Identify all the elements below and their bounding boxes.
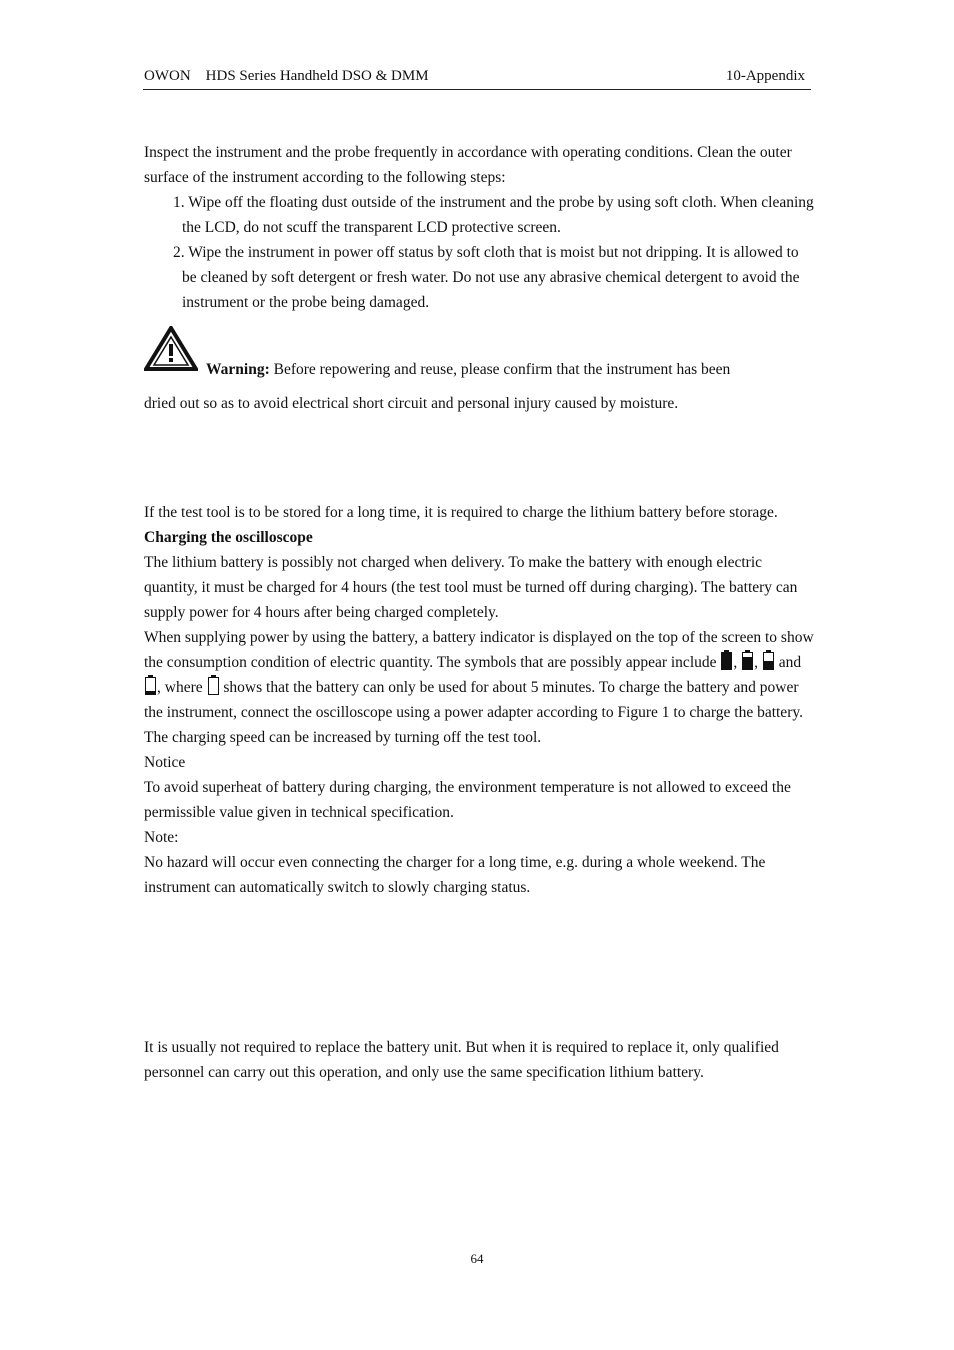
sep-and: and [774, 654, 802, 671]
battery-full-icon [721, 650, 732, 670]
warning-text-2: dried out so as to avoid electrical short circuit and personal injury caused by moisture. [144, 395, 679, 412]
notice-label: Notice [144, 754, 186, 771]
cleaning-step-1: 1. Wipe off the floating dust outside of the instrument and the probe by using soft cloth. When cleaning the LCD, do not scuff the transparent LCD protective screen. [173, 194, 814, 236]
sep-comma-2: , [754, 654, 762, 671]
header-title: OWON HDS Series Handheld DSO & DMM [144, 68, 429, 84]
charging-para-1: The lithium battery is possibly not charged when delivery. To make the battery with enough electric quantity, it must be charged for 4 hours (the test tool must be turned off during charging). The battery can supply power for 4 hours after being charged completely. [144, 554, 798, 621]
page-header [143, 68, 811, 90]
battery-half-icon [763, 650, 774, 670]
warning-triangle-icon [144, 326, 198, 372]
para2-text-a: When supplying power by using the battery, a battery indicator is displayed on the top of the screen to show the consumption condition of electric quantity. The symbols that are possibly appear include [144, 629, 814, 671]
sep-comma-1: , [733, 654, 742, 671]
note-text: No hazard will occur even connecting the charger for a long time, e.g. during a whole weekend. The instrument can automatically switch to slowly charging status. [144, 854, 766, 896]
cleaning-step-2: 2. Wipe the instrument in power off status by soft cloth that is moist but not dripping. It is allowed to be cleaned by soft detergent or fresh water. Do not use any abrasive chemical detergent to avoid the instrument or the probe being damaged. [173, 244, 800, 311]
para2-text-b: shows that the battery can only be used for about 5 minutes. To charge the battery and power the instrument, connect the oscilloscope using a power adapter according to Figure 1 to charge the battery. The charging speed can be increased by turning off the test tool. [144, 679, 803, 746]
replace-text: It is usually not required to replace the battery unit. But when it is required to replace it, only qualified personnel can carry out this operation, and only use the same specification lithium battery. [144, 1039, 779, 1081]
storage-section [144, 500, 814, 900]
page-number: 64 [470, 1251, 484, 1266]
warning-text-1: Before repowering and reuse, please confirm that the instrument has been [269, 361, 731, 378]
cleaning-section [144, 140, 814, 315]
notice-text: To avoid superheat of battery during charging, the environment temperature is not allowed to exceed the permissible value given in technical specification. [144, 779, 791, 821]
sep-where: , where [157, 679, 207, 696]
replace-section [144, 1035, 814, 1085]
battery-low-icon [145, 675, 156, 695]
cleaning-intro: Inspect the instrument and the probe frequently in accordance with operating conditions. Clean the outer surface of the instrument according to the following steps: [144, 144, 792, 186]
storage-intro: If the test tool is to be stored for a long time, it is required to charge the lithium battery before storage. [144, 504, 778, 521]
header-section: 10-Appendix [725, 68, 805, 84]
note-label: Note: [144, 829, 179, 846]
battery-empty-icon [208, 675, 219, 695]
battery-three-quarter-icon [742, 650, 753, 670]
charging-heading: Charging the oscilloscope [144, 529, 313, 546]
warning-line-1 [206, 357, 730, 382]
warning-label: Warning: [206, 361, 270, 378]
charging-para-2 [144, 625, 814, 750]
